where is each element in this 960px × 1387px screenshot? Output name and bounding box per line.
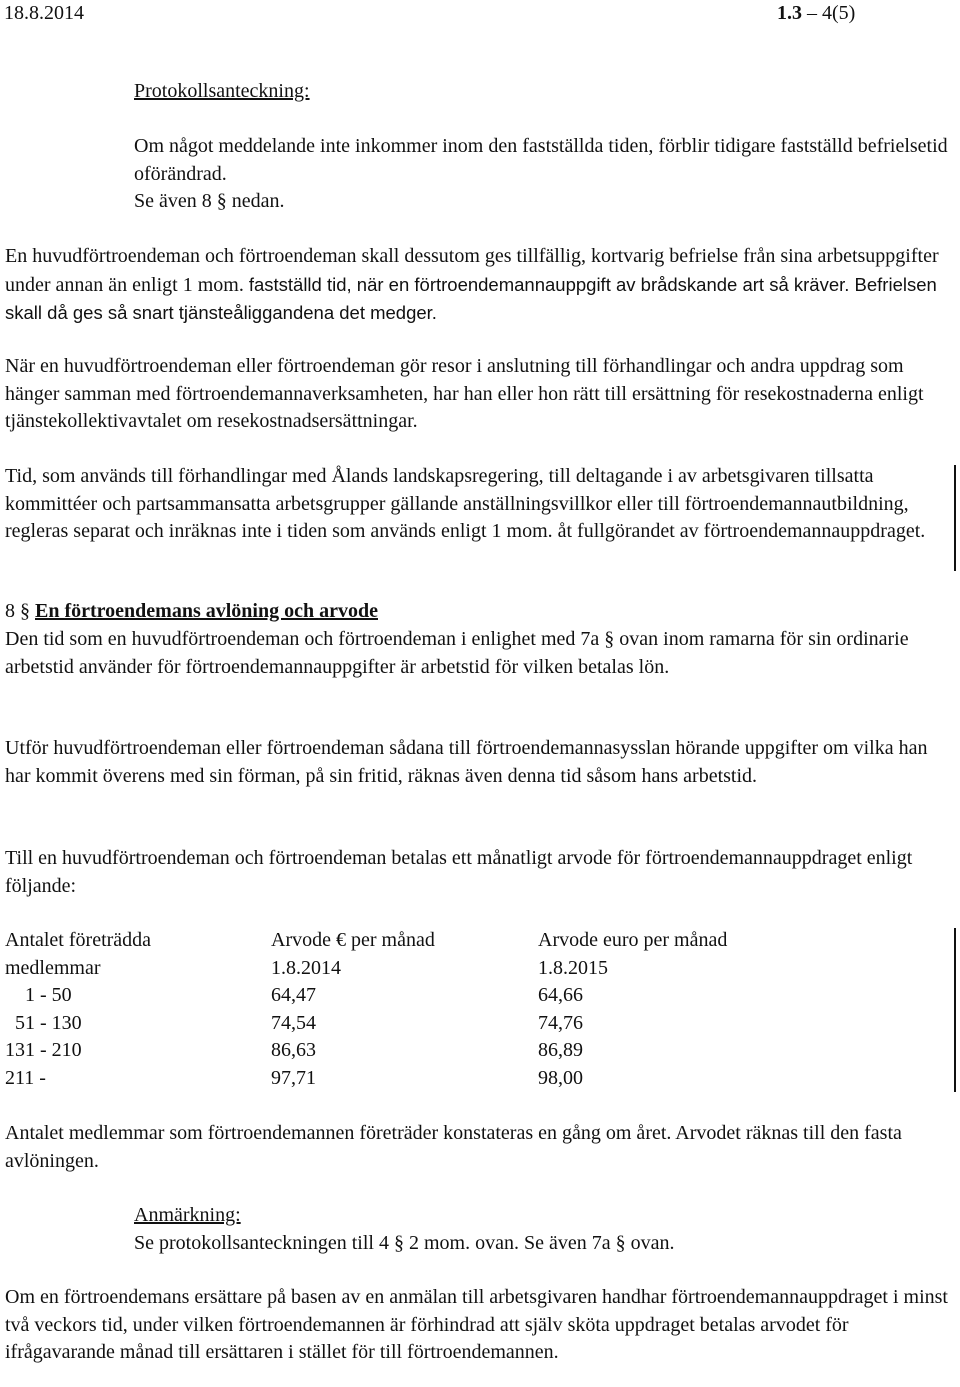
fee-table-header-members: medlemmar (5, 956, 101, 979)
fee-table-header-row (5, 955, 805, 983)
paragraph-travel-costs: När en huvudförtroendeman eller förtroendeman gör resor i anslutning till förhandlingar och andra uppdrag som hänger samman med förtroendemannaverksamheten, har han eller hon rätt till ersättning för resekostnaderna enligt tjänstekollektivavtalet om resekostnadsersättningar. (5, 355, 924, 432)
fee-table-header-members: Antalet företrädda (5, 929, 152, 951)
fee-table-range: 131 - 210 (5, 1039, 82, 1061)
paragraph-temporary-release (5, 243, 949, 328)
header-section-page (777, 0, 855, 28)
fee-table-row (5, 1037, 805, 1065)
header-date: 18.8.2014 (4, 2, 84, 24)
fee-table-fee-2014: 86,63 (271, 1039, 316, 1061)
paragraph-negotiation-time: Tid, som används till förhandlingar med Ålands landskapsregering, till deltagande i av arbetsgivaren tillsatta kommittéer och partsammansatta arbetsgrupper gällande anställningsvillkor eller till förtroendemannautbildning, regleras separat och inräknas inte i tiden som används enligt 1 mom. åt fullgörandet av förtroendemannauppdraget. (5, 465, 926, 542)
protocol-note-reference: Se även 8 § nedan. (134, 190, 285, 212)
paragraph-monthly-fee: Till en huvudförtroendeman och förtroendeman betalas ett månatligt arvode för förtroendemannauppdraget enligt följande: (5, 847, 913, 897)
paragraph-member-count: Antalet medlemmar som förtroendemannen företräder konstateras en gång om året. Arvodet räknas till den fasta avlöningen. (5, 1122, 902, 1172)
fee-table-fee-2015: 74,76 (538, 1011, 583, 1034)
section-8-text: Den tid som en huvudförtroendeman och förtroendeman i enlighet med 7a § ovan inom ramarna för sin ordinarie arbetstid använder för förtroendemannauppgifter är arbetstid för vilken betalas lön. (5, 628, 909, 678)
header-section-number: 1.3 (777, 2, 802, 24)
fee-table-fee-2014: 97,71 (271, 1066, 316, 1089)
fee-table-header-row (5, 927, 805, 955)
paragraph-temporary-release-serif: En huvudförtroendeman och förtroendeman skall dessutom ges tillfällig, kortvarig befrielse från sina arbetsuppgifter under annan än enligt 1 mom. (5, 245, 939, 296)
header-dash: – (807, 2, 822, 24)
section-8-number: 8 § (5, 600, 30, 622)
fee-table-range: 1 - 50 (25, 984, 72, 1006)
fee-table-header-fee-2014: Arvode € per månad (271, 929, 435, 951)
paragraph-temporary-release-sans: fastställd tid, när en förtroendemannauppgift av brådskande art så kräver. Befrielsen skall då ges så snart tjänsteåliggandena det medger. (5, 273, 937, 323)
fee-table-fee-2015: 98,00 (538, 1066, 583, 1089)
change-bar (954, 465, 956, 571)
remark-heading: Anmärkning: (134, 1204, 241, 1226)
remark-text: Se protokollsanteckningen till 4 § 2 mom. ovan. Se även 7a § ovan. (134, 1232, 675, 1254)
section-8-heading (5, 598, 949, 626)
fee-table-header-date-2014: 1.8.2014 (271, 956, 341, 979)
fee-table-range: 211 - (5, 1066, 46, 1089)
fee-table-fee-2015: 64,66 (538, 984, 583, 1006)
fee-table-row (5, 1065, 805, 1093)
fee-table-fee-2014: 74,54 (271, 1011, 316, 1034)
page-header (0, 0, 960, 28)
fee-table-fee-2014: 64,47 (271, 984, 316, 1006)
fee-table (5, 927, 805, 1092)
paragraph-free-time: Utför huvudförtroendeman eller förtroendeman sådana till förtroendemannasysslan hörande uppgifter om vilka han har kommit överens med sin förman, på sin fritid, räknas även denna tid såsom hans arbetstid. (5, 737, 928, 787)
fee-table-row (5, 1010, 805, 1038)
change-bar (954, 928, 956, 1092)
fee-table-fee-2015: 86,89 (538, 1039, 583, 1061)
fee-table-header-fee-2015: Arvode euro per månad (538, 929, 728, 951)
fee-table-header-date-2015: 1.8.2015 (538, 956, 608, 979)
paragraph-substitute: Om en förtroendemans ersättare på basen av en anmälan till arbetsgivaren handhar förtroendemannauppdraget i minst två veckors tid, under vilken förtroendemannen är förhindrad att själv sköta uppdraget betalas arvodet för ifrågavarande månad till ersättaren i stället för till förtroendemannen. (5, 1286, 948, 1363)
fee-table-row (5, 982, 805, 1010)
protocol-note-text: Om något meddelande inte inkommer inom den fastställda tiden, förblir tidigare fastställd befrielsetid oförändrad. (134, 135, 948, 185)
section-8-title: En förtroendemans avlöning och arvode (35, 600, 378, 622)
protocol-note-heading: Protokollsanteckning: (134, 80, 310, 102)
header-page-number: 4(5) (822, 2, 856, 24)
fee-table-range: 51 - 130 (15, 1011, 82, 1034)
